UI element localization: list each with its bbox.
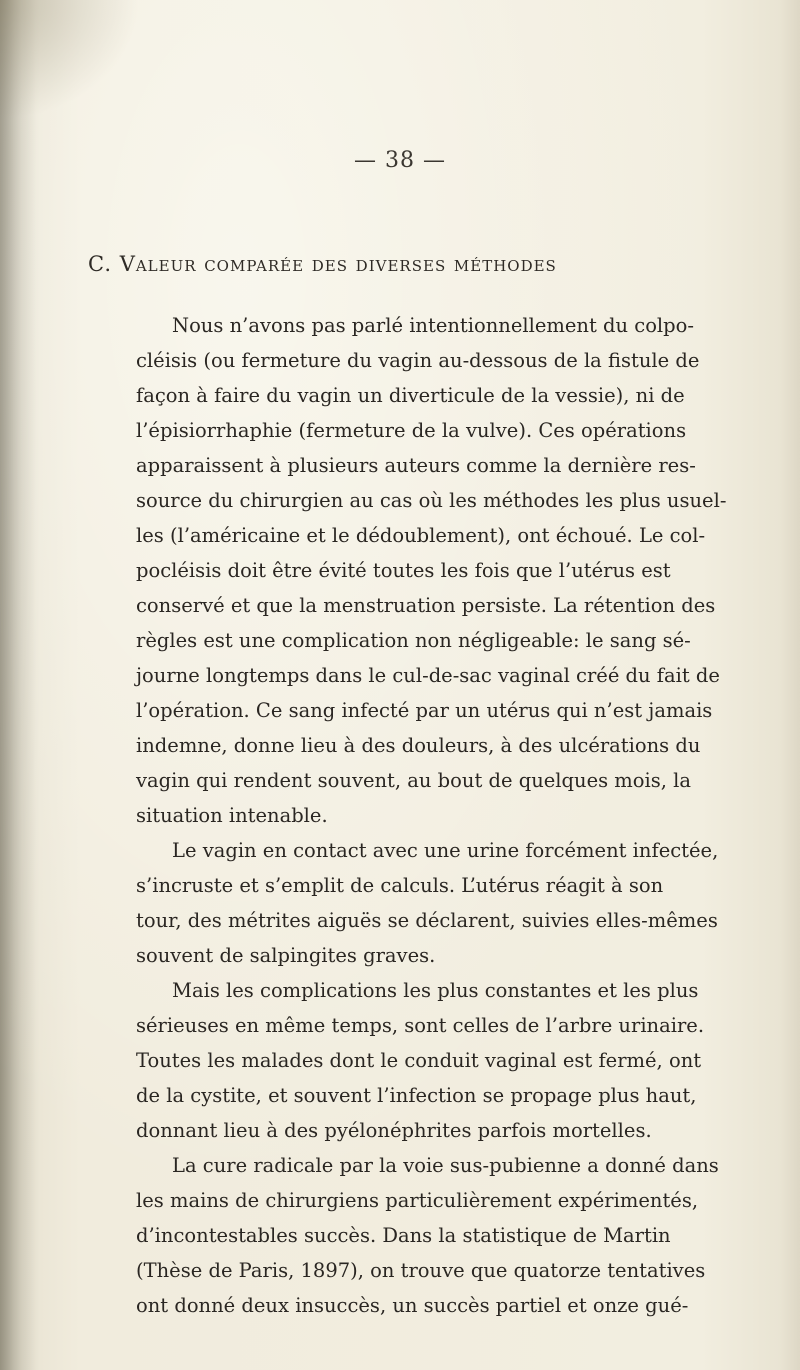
text-line: l’épisiorrhaphie (fermeture de la vulve). Ces opérations	[136, 419, 687, 442]
text-line: les mains de chirurgiens particulièrement expérimentés,	[136, 1189, 699, 1212]
text-line: vagin qui rendent souvent, au bout de quelques mois, la	[136, 769, 692, 792]
text-line: source du chirurgien au cas où les méthodes les plus usuel-	[136, 489, 727, 512]
text-line: ont donné deux insuccès, un succès partiel et onze gué-	[136, 1294, 689, 1317]
binding-shadow	[0, 0, 36, 1370]
page-number: — 38 —	[354, 148, 446, 173]
text-line: situation intenable.	[136, 804, 328, 827]
section-heading	[88, 252, 728, 276]
section-letter: C.	[88, 252, 112, 276]
section-title: Valeur comparée des diverses méthodes	[119, 252, 557, 276]
text-line: La cure radicale par la voie sus-pubienne a donné dans	[172, 1154, 719, 1177]
text-line: s’incruste et s’emplit de calculs. L’utérus réagit à son	[136, 874, 664, 897]
text-line: tour, des métrites aiguës se déclarent, suivies elles-mêmes	[136, 909, 718, 932]
text-line: Nous n’avons pas parlé intentionnellement du colpo-	[172, 314, 694, 337]
text-line: (Thèse de Paris, 1897), on trouve que quatorze tentatives	[136, 1259, 706, 1282]
text-line: pocléisis doit être évité toutes les fois que l’utérus est	[136, 559, 671, 582]
text-line: donnant lieu à des pyélonéphrites parfois mortelles.	[136, 1119, 652, 1142]
text-line: souvent de salpingites graves.	[136, 944, 436, 967]
corner-stain	[0, 0, 140, 120]
text-line: façon à faire du vagin un diverticule de la vessie), ni de	[136, 384, 685, 407]
text-line: apparaissent à plusieurs auteurs comme la dernière res-	[136, 454, 696, 477]
text-line: règles est une complication non négligeable: le sang sé-	[136, 629, 691, 652]
text-line: de la cystite, et souvent l’infection se propage plus haut,	[136, 1084, 697, 1107]
text-line: Toutes les malades dont le conduit vaginal est fermé, ont	[136, 1049, 702, 1072]
text-line: Mais les complications les plus constantes et les plus	[172, 979, 699, 1002]
text-line: Le vagin en contact avec une urine forcément infectée,	[172, 839, 719, 862]
text-line: l’opération. Ce sang infecté par un utérus qui n’est jamais	[136, 699, 713, 722]
text-line: cléisis (ou fermeture du vagin au-dessous de la fistule de	[136, 349, 700, 372]
text-line: conservé et que la menstruation persiste. La rétention des	[136, 594, 716, 617]
body-text	[136, 308, 727, 1323]
text-line: journe longtemps dans le cul-de-sac vaginal créé du fait de	[136, 664, 720, 687]
text-line: indemne, donne lieu à des douleurs, à des ulcérations du	[136, 734, 701, 757]
text-line: sérieuses en même temps, sont celles de l’arbre urinaire.	[136, 1014, 705, 1037]
text-line: les (l’américaine et le dédoublement), ont échoué. Le col-	[136, 524, 706, 547]
text-line: d’incontestables succès. Dans la statistique de Martin	[136, 1224, 671, 1247]
